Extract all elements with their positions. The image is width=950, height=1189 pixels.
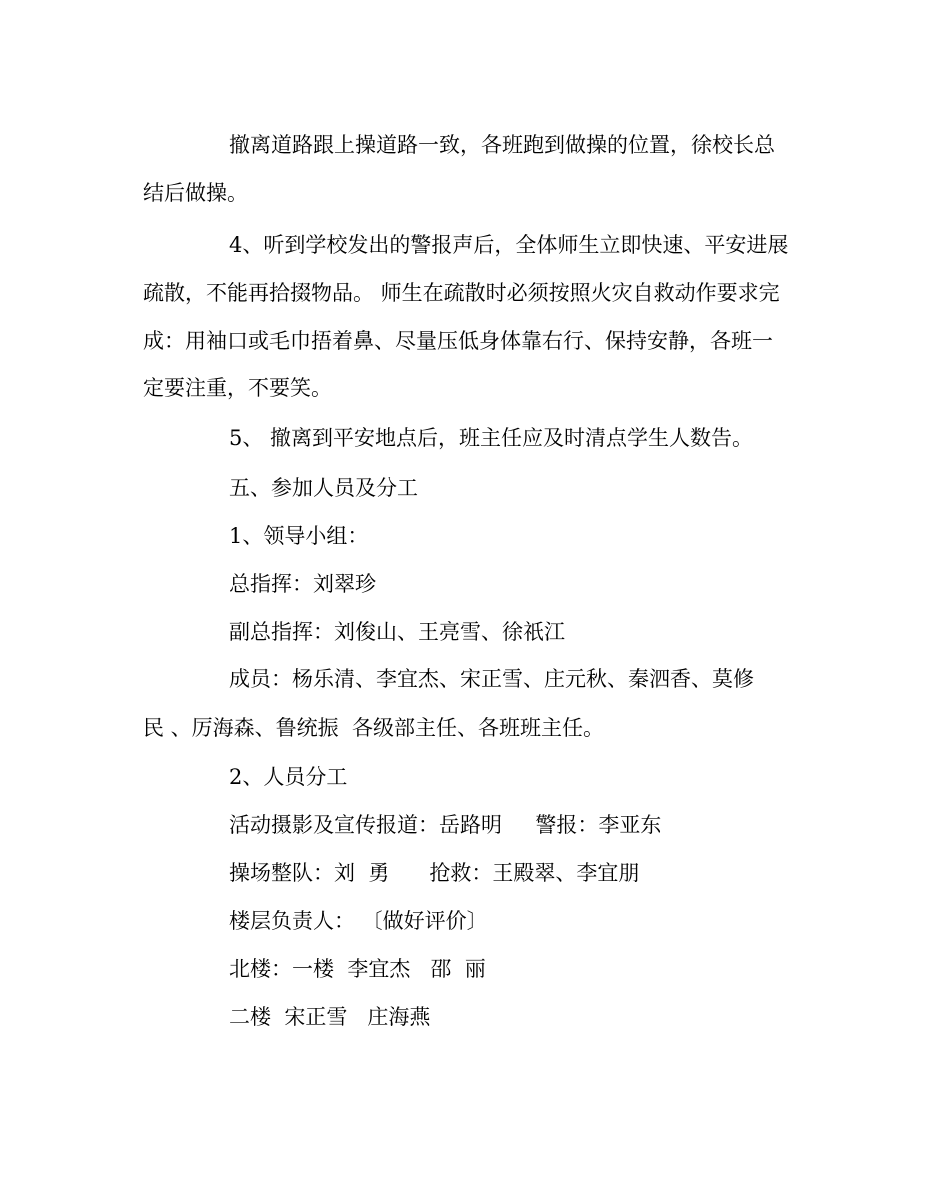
paragraph-line: 二楼 宋正雪 庄海燕 [229, 1005, 431, 1029]
paragraph-line: 疏散，不能再拾掇物品。 师生在疏散时必须按照火灾自救动作要求完 [143, 281, 780, 305]
subsection-heading: 1、领导小组： [229, 524, 369, 548]
paragraph-line: 操场整队：刘 勇 抢救：王殿翠、李宜朋 [229, 861, 640, 885]
paragraph-line: 4、听到学校发出的警报声后，全体师生立即快速、平安进展 [229, 233, 789, 257]
paragraph-line: 成员：杨乐清、李宜杰、宋正雪、庄元秋、秦泗香、莫修 [229, 667, 754, 691]
paragraph-line: 楼层负责人： 〔做好评价〕 [229, 909, 488, 933]
paragraph-line: 撤离道路跟上操道路一致，各班跑到做操的位置，徐校长总 [229, 133, 775, 157]
paragraph-line: 北楼：一楼 李宜杰 邵 丽 [229, 957, 486, 981]
section-heading: 五、参加人员及分工 [229, 476, 418, 500]
paragraph-line: 5、 撤离到平安地点后，班主任应及时清点学生人数告。 [229, 426, 754, 450]
paragraph-line: 成：用袖口或毛巾捂着鼻、尽量压低身体靠右行、保持安静，各班一 [143, 329, 773, 353]
paragraph-line: 总指挥：刘翠珍 [229, 572, 376, 596]
paragraph-line: 副总指挥：刘俊山、王亮雪、徐祇江 [229, 620, 565, 644]
paragraph-line: 结后做操。 [143, 181, 248, 205]
subsection-heading: 2、人员分工 [229, 765, 348, 789]
paragraph-line: 民 、厉海森、鲁统振 各级部主任、各班班主任。 [143, 716, 605, 740]
paragraph-line: 定要注重，不要笑。 [143, 376, 332, 400]
paragraph-line: 活动摄影及宣传报道：岳路明 警报：李亚东 [229, 813, 662, 837]
